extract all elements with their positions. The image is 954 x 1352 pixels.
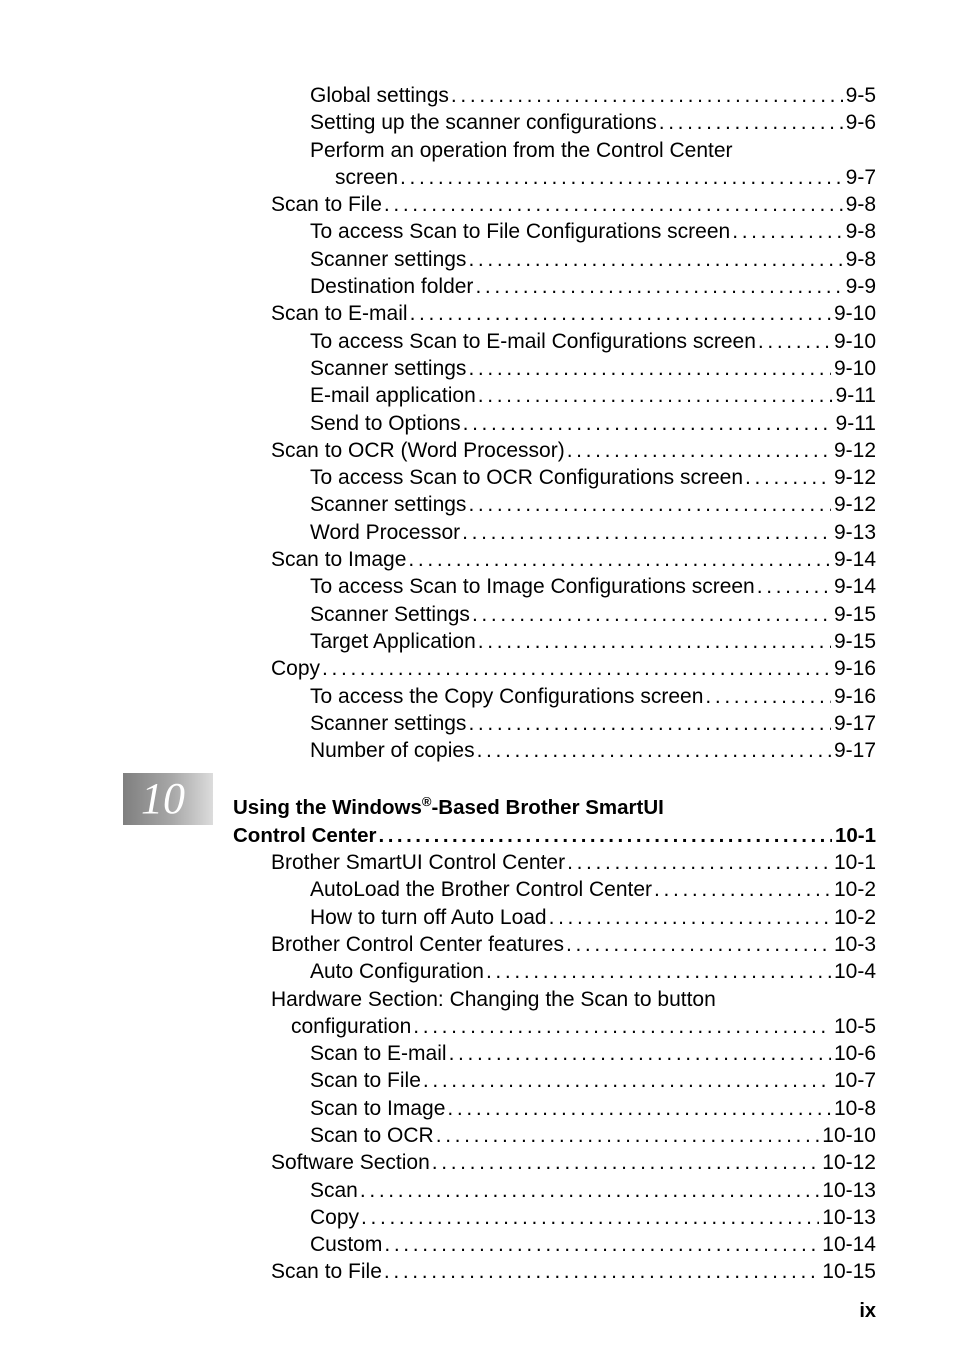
toc-entry — [0, 164, 954, 191]
dot-leader — [477, 737, 831, 764]
toc-entry-label: configuration — [291, 1013, 413, 1040]
toc-entry — [0, 986, 954, 1013]
toc-entry-label: To access Scan to OCR Configurations screen — [310, 464, 745, 491]
toc-entry-label: Number of copies — [310, 737, 477, 764]
dot-leader — [413, 1013, 831, 1040]
toc-entry-page: 9-13 — [831, 519, 876, 546]
toc-entry-page: 9-7 — [843, 164, 876, 191]
dot-leader — [566, 931, 831, 958]
toc-entry-page: 10-2 — [831, 876, 876, 903]
toc-entry-label: Hardware Section: Changing the Scan to button — [271, 986, 718, 1013]
toc-entry-label: Word Processor — [310, 519, 462, 546]
dot-leader — [451, 82, 843, 109]
dot-leader — [410, 300, 831, 327]
toc-entry-page: 10-14 — [819, 1231, 876, 1258]
toc-entry-page: 9-17 — [831, 710, 876, 737]
dot-leader — [732, 218, 842, 245]
dot-leader — [478, 628, 831, 655]
dot-leader — [468, 710, 831, 737]
toc-entry-label: How to turn off Auto Load — [310, 904, 549, 931]
toc-entry — [0, 655, 954, 682]
toc-entry-label: Scan to Image — [310, 1095, 447, 1122]
toc-entry — [0, 355, 954, 382]
toc-entry — [0, 1204, 954, 1231]
dot-leader — [432, 1149, 820, 1176]
toc-entry-page: 10-10 — [819, 1122, 876, 1149]
toc-entry-page: 10-1 — [831, 849, 876, 876]
dot-leader — [384, 191, 843, 218]
dot-leader — [400, 164, 843, 191]
toc-entry-label: Global settings — [310, 82, 451, 109]
toc-entry-page: 9-16 — [831, 683, 876, 710]
toc-entry — [0, 822, 954, 849]
toc-entry-page: 10-2 — [831, 904, 876, 931]
toc-entry-page: 10-1 — [832, 822, 876, 849]
dot-leader — [423, 1067, 831, 1094]
dot-leader — [447, 1095, 831, 1122]
toc-entry — [0, 1122, 954, 1149]
toc-entry-label: Auto Configuration — [310, 958, 486, 985]
toc-entry-label: Brother Control Center features — [271, 931, 566, 958]
dot-leader — [384, 1231, 819, 1258]
dot-leader — [567, 849, 831, 876]
toc-entry-page: 9-11 — [833, 410, 876, 437]
toc-entry-page: 9-10 — [831, 300, 876, 327]
toc-entry-label: Destination folder — [310, 273, 475, 300]
toc-entry-page: 9-14 — [831, 573, 876, 600]
toc-entry-page: 10-4 — [831, 958, 876, 985]
toc-entry-page: 9-12 — [831, 491, 876, 518]
toc-entry-page: 9-14 — [831, 546, 876, 573]
toc-entry-label: Scan to OCR (Word Processor) — [271, 437, 567, 464]
toc-entry-page: 9-11 — [833, 382, 876, 409]
toc-entry-label: Software Section — [271, 1149, 432, 1176]
dot-leader — [436, 1122, 820, 1149]
toc-entry — [0, 683, 954, 710]
toc-entry-label: Scan to E-mail — [271, 300, 410, 327]
registered-mark: ® — [421, 794, 432, 810]
toc-entry-page: 9-8 — [843, 246, 876, 273]
toc-entry — [0, 628, 954, 655]
toc-entry-label: Scan to File — [310, 1067, 423, 1094]
dot-leader — [468, 355, 831, 382]
toc-entry-page: 10-5 — [831, 1013, 876, 1040]
toc-entry — [0, 273, 954, 300]
toc-entry-label: To access Scan to File Configurations screen — [310, 218, 732, 245]
toc-entry — [0, 931, 954, 958]
toc-entry — [0, 546, 954, 573]
dot-leader — [475, 273, 842, 300]
toc-entry — [0, 849, 954, 876]
dot-leader — [462, 519, 831, 546]
dot-leader — [379, 822, 832, 849]
toc-entry-label: Send to Options — [310, 410, 463, 437]
chapter-number-tab — [123, 773, 213, 825]
toc-entry-label: Target Application — [310, 628, 478, 655]
toc-entry-label: Scan to E-mail — [310, 1040, 449, 1067]
toc-entry-label: Scan to OCR — [310, 1122, 436, 1149]
toc-entry-label: Copy — [310, 1204, 361, 1231]
dot-leader — [472, 601, 831, 628]
toc-entry — [0, 82, 954, 109]
dot-leader — [384, 1258, 819, 1285]
toc-entry-page: 10-13 — [819, 1204, 876, 1231]
toc-entry-label: Setting up the scanner configurations — [310, 109, 659, 136]
toc-entry-page: 10-6 — [831, 1040, 876, 1067]
dot-leader — [654, 876, 831, 903]
toc-entry-page: 9-10 — [831, 328, 876, 355]
toc-entry-page: 9-6 — [843, 109, 876, 136]
toc-entry-page: 9-12 — [831, 464, 876, 491]
dot-leader — [659, 109, 843, 136]
page-number: ix — [859, 1300, 876, 1322]
dot-leader — [478, 382, 833, 409]
table-of-contents — [0, 82, 954, 1286]
toc-entry — [0, 437, 954, 464]
dot-leader — [549, 904, 831, 931]
toc-entry-label: Perform an operation from the Control Center — [310, 137, 735, 164]
toc-entry — [0, 109, 954, 136]
toc-entry-label: E-mail application — [310, 382, 478, 409]
toc-entry-page: 9-17 — [831, 737, 876, 764]
dot-leader — [567, 437, 831, 464]
toc-entry-label: To access the Copy Configurations screen — [310, 683, 705, 710]
toc-entry — [0, 246, 954, 273]
dot-leader — [322, 655, 831, 682]
toc-section-chapter-9 — [0, 82, 954, 764]
toc-entry — [0, 876, 954, 903]
toc-entry-label: Control Center — [233, 822, 379, 849]
toc-entry-page: 10-8 — [831, 1095, 876, 1122]
toc-entry — [0, 710, 954, 737]
toc-entry — [0, 328, 954, 355]
toc-entry — [0, 958, 954, 985]
toc-entry — [0, 1149, 954, 1176]
toc-entry-label: Brother SmartUI Control Center — [271, 849, 567, 876]
toc-entry-page: 10-13 — [819, 1177, 876, 1204]
dot-leader — [449, 1040, 831, 1067]
toc-entry-page: 10-7 — [831, 1067, 876, 1094]
toc-entry-page: 9-16 — [831, 655, 876, 682]
toc-entry-label: Scanner settings — [310, 491, 468, 518]
toc-entry — [0, 1095, 954, 1122]
toc-entry-page: 10-15 — [819, 1258, 876, 1285]
toc-entry-label: screen — [335, 164, 400, 191]
toc-entry — [0, 300, 954, 327]
toc-entry-label: Custom — [310, 1231, 384, 1258]
toc-entry — [0, 464, 954, 491]
toc-entry — [0, 191, 954, 218]
toc-entry — [0, 737, 954, 764]
toc-entry — [0, 1177, 954, 1204]
toc-entry-page: 9-8 — [843, 191, 876, 218]
toc-entry — [0, 137, 954, 164]
toc-entry-page: 10-3 — [831, 931, 876, 958]
dot-leader — [408, 546, 831, 573]
toc-entry-label: To access Scan to E-mail Configurations screen — [310, 328, 758, 355]
toc-entry-label: To access Scan to Image Configurations screen — [310, 573, 757, 600]
chapter-number: 10 — [141, 774, 185, 823]
toc-entry-page: 9-12 — [831, 437, 876, 464]
toc-entry-label: Scanner Settings — [310, 601, 472, 628]
toc-entry — [0, 410, 954, 437]
toc-entry-label: Copy — [271, 655, 322, 682]
toc-entry — [0, 382, 954, 409]
toc-entry — [0, 1013, 954, 1040]
toc-entry — [0, 1067, 954, 1094]
toc-entry-label: Scanner settings — [310, 246, 468, 273]
toc-entry-label: Scan to File — [271, 1258, 384, 1285]
toc-entry — [0, 573, 954, 600]
toc-entry — [0, 218, 954, 245]
toc-entry — [0, 491, 954, 518]
toc-entry-label: Scan — [310, 1177, 360, 1204]
toc-entry-page: 9-9 — [843, 273, 876, 300]
toc-entry-page: 9-15 — [831, 601, 876, 628]
toc-entry-label: Scanner settings — [310, 710, 468, 737]
toc-section-chapter-10 — [0, 822, 954, 1286]
toc-entry — [0, 1258, 954, 1285]
dot-leader — [758, 328, 831, 355]
toc-entry — [0, 601, 954, 628]
dot-leader — [757, 573, 831, 600]
toc-entry-label: AutoLoad the Brother Control Center — [310, 876, 654, 903]
toc-entry-label: Scan to Image — [271, 546, 408, 573]
toc-entry-page: 9-8 — [843, 218, 876, 245]
toc-entry — [0, 1231, 954, 1258]
dot-leader — [745, 464, 831, 491]
toc-entry-page: 9-5 — [843, 82, 876, 109]
dot-leader — [468, 491, 831, 518]
dot-leader — [705, 683, 831, 710]
toc-entry — [0, 904, 954, 931]
dot-leader — [486, 958, 831, 985]
toc-entry — [0, 519, 954, 546]
toc-entry-page: 10-12 — [819, 1149, 876, 1176]
toc-entry — [0, 1040, 954, 1067]
chapter-heading-text: Using the Windows®-Based Brother SmartUI — [233, 794, 666, 821]
toc-entry-label: Scanner settings — [310, 355, 468, 382]
toc-entry-page: 9-15 — [831, 628, 876, 655]
toc-entry-page: 9-10 — [831, 355, 876, 382]
dot-leader — [361, 1204, 819, 1231]
dot-leader — [360, 1177, 819, 1204]
toc-entry-label: Scan to File — [271, 191, 384, 218]
dot-leader — [468, 246, 842, 273]
dot-leader — [463, 410, 833, 437]
